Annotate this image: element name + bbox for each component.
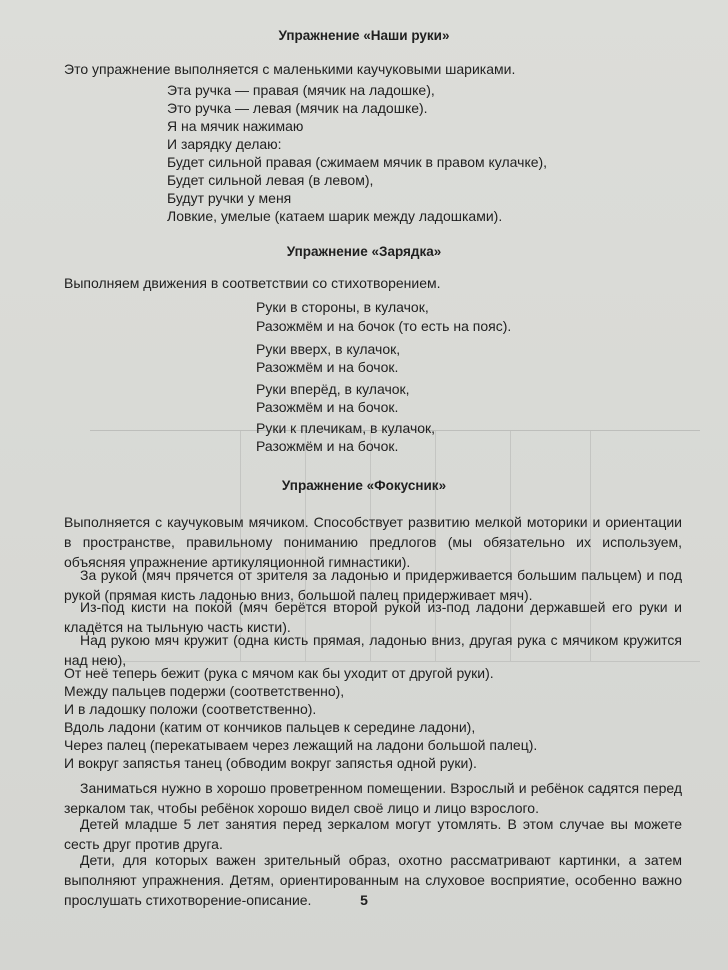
- poem-line: Будет сильной правая (сжимаем мячик в правом кулачке),: [167, 154, 548, 170]
- verse-line: И вокруг запястья танец (обводим вокруг запястья одной руки).: [64, 755, 477, 771]
- paragraph: Из-под кисти на покой (мяч берётся второй рукой из-под ладони державшей его руки и кладётся на тыльную часть кисти).: [64, 599, 682, 635]
- exercise-title-fokusnik: Упражнение «Фокусник»: [281, 478, 447, 493]
- exercise-intro-hands: Это упражнение выполняется с маленькими каучуковыми шариками.: [64, 61, 516, 77]
- poem-line: Разожмём и на бочок (то есть на пояс).: [256, 318, 512, 334]
- verse-line: Вдоль ладони (катим от кончиков пальцев к середине ладони),: [64, 719, 476, 735]
- poem-line: Руки в стороны, в кулачок,: [256, 299, 429, 315]
- verse-line: Между пальцев подержи (соответственно),: [64, 683, 345, 699]
- poem-line: Разожмём и на бочок.: [256, 359, 399, 375]
- paragraph: Над рукою мяч кружит (одна кисть прямая, ладонью вниз, другая рука с мячиком кружится над нею),: [64, 632, 682, 668]
- poem-line: Руки к плечикам, в кулачок,: [256, 420, 436, 436]
- verse-line: И в ладошку положи (соответственно).: [64, 701, 317, 717]
- exercise-intro-zaryadka: Выполняем движения в соответствии со стихотворением.: [64, 275, 441, 291]
- closing-paragraph: Заниматься нужно в хорошо проветренном помещении. Взрослый и ребёнок садятся перед зеркалом так, чтобы ребёнок хорошо видел своё лицо и лицо взрослого.: [64, 780, 682, 816]
- exercise-title-hands: Упражнение «Наши руки»: [278, 28, 450, 43]
- verse-line: Через палец (перекатываем через лежащий на ладони большой палец).: [64, 737, 538, 753]
- poem-line: Разожмём и на бочок.: [256, 399, 399, 415]
- closing-paragraph: Дети, для которых важен зрительный образ, охотно рассматривают картинки, а затем выполняют упражнения. Детям, ориентированным на слуховое восприятие, особенно важно прослушать стихотворение-описание.: [64, 852, 682, 908]
- poem-line: Я на мячик нажимаю: [167, 118, 304, 134]
- poem-line: Эта ручка — правая (мячик на ладошке),: [167, 82, 435, 98]
- poem-line: Будут ручки у меня: [167, 190, 292, 206]
- poem-line: И зарядку делаю:: [167, 136, 282, 152]
- paragraph: За рукой (мяч прячется от зрителя за ладонью и придерживается большим пальцем) и под рукой (прямая кисть ладонью вниз, большой палец придерживает мяч).: [64, 567, 682, 603]
- exercise-intro-fokusnik: Выполняется с каучуковым мячиком. Способствует развитию мелкой моторики и ориентации в пространстве, правильному пониманию предлогов (мы обязательно их используем, объясняя упражнение артикуляционной гимнастики).: [64, 514, 682, 570]
- poem-line: Будет сильной левая (в левом),: [167, 172, 374, 188]
- verse-line: От неё теперь бежит (рука с мячом как бы уходит от другой руки).: [64, 665, 494, 681]
- poem-line: Руки вперёд, в кулачок,: [256, 381, 410, 397]
- exercise-title-zaryadka: Упражнение «Зарядка»: [286, 244, 442, 259]
- page-number: 5: [360, 892, 368, 908]
- poem-line: Это ручка — левая (мячик на ладошке).: [167, 100, 428, 116]
- poem-line: Разожмём и на бочок.: [256, 438, 399, 454]
- closing-paragraph: Детей младше 5 лет занятия перед зеркалом могут утомлять. В этом случае вы можете сесть друг против друга.: [64, 816, 682, 852]
- poem-line: Ловкие, умелые (катаем шарик между ладошками).: [167, 208, 503, 224]
- poem-line: Руки вверх, в кулачок,: [256, 341, 401, 357]
